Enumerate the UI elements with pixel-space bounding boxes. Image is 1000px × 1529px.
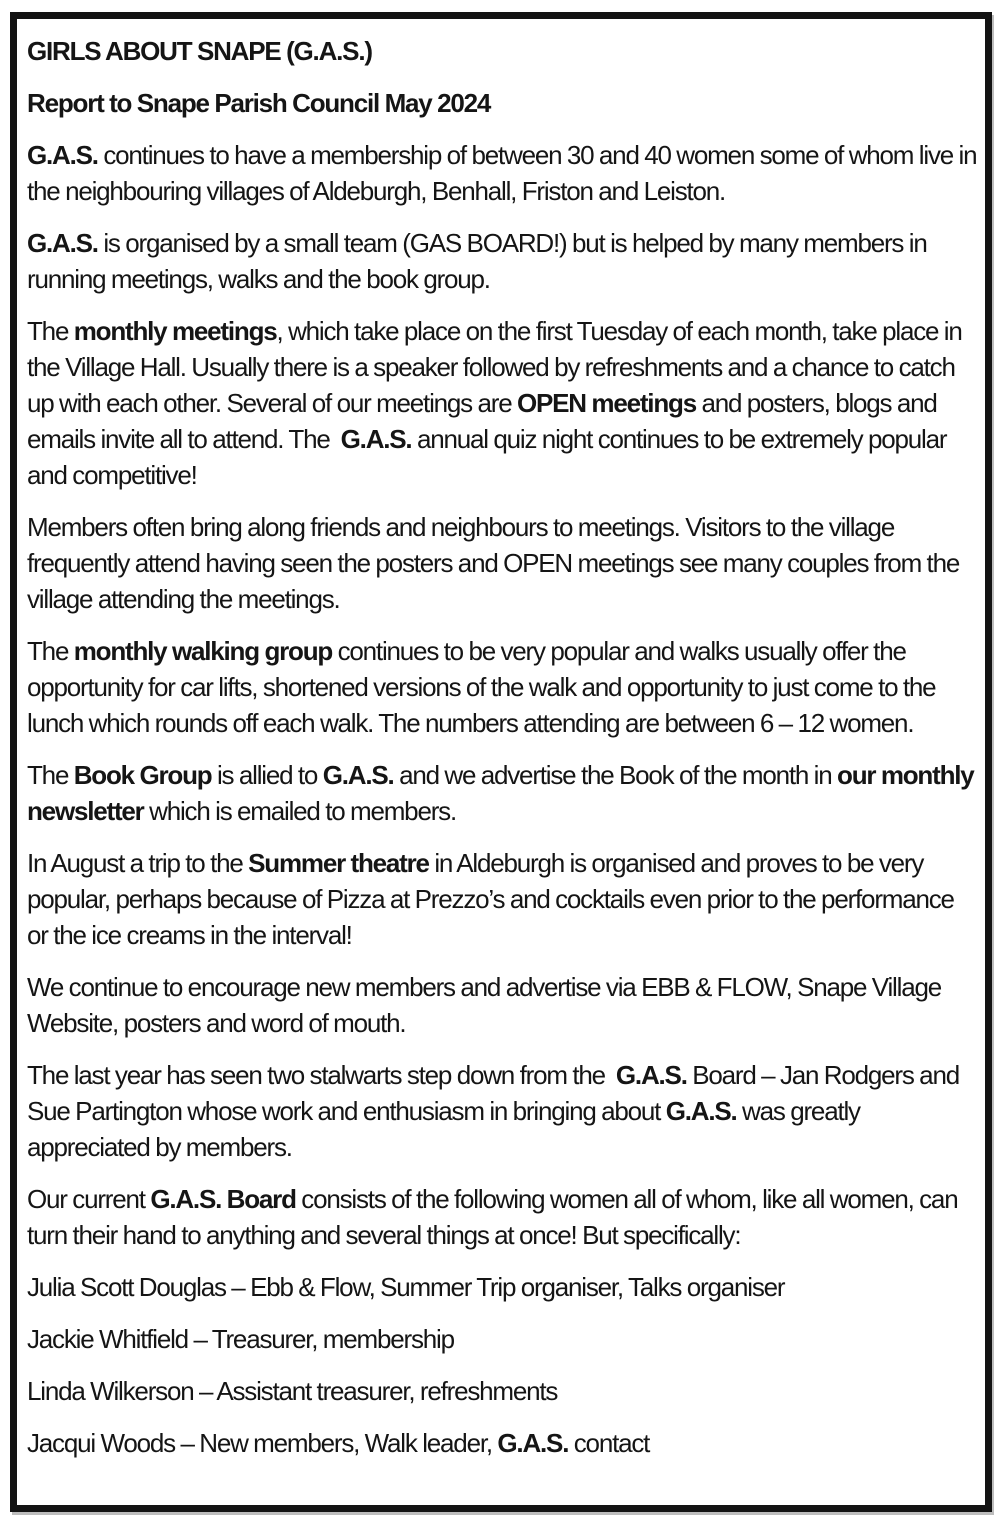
bold-text-run: monthly walking group	[73, 636, 333, 666]
paragraph-book-group	[27, 757, 978, 829]
bold-text-run: GIRLS ABOUT SNAPE (G.A.S.)	[27, 36, 372, 66]
board-member-jacqui	[27, 1425, 978, 1461]
text-run: Board – Jan Rodgers and Sue Partington whose work and enthusiasm in bringing about	[27, 1060, 959, 1126]
report-body	[27, 33, 978, 1461]
text-run: continues to have a membership of between 30 and 40 women some of whom live in the neighbouring villages of Aldeburgh, Benhall, Friston and Leiston.	[27, 140, 977, 206]
bold-text-run: G.A.S.	[27, 140, 98, 170]
bold-text-run: G.A.S. Board	[150, 1184, 296, 1214]
text-run: was greatly appreciated by members.	[27, 1096, 860, 1162]
report-subtitle	[27, 85, 978, 121]
text-run: contact	[568, 1428, 650, 1458]
text-run: and we advertise the Book of the month in	[393, 760, 838, 790]
text-run: , which take place on the first Tuesday of each month, take place in the Village Hall. Usually there is a speaker followed by refreshments and a chance to catch up with each other. Several of our meetings are	[27, 316, 962, 418]
text-run: in Aldeburgh is organised and proves to be very popular, perhaps because of Pizza at Prezzo’s and cocktails even prior to the performance or the ice creams in the interval!	[27, 848, 954, 950]
text-run: consists of the following women all of whom, like all women, can turn their hand to anything and several things at once! But specifically:	[27, 1184, 958, 1250]
paragraph-stalwarts	[27, 1057, 978, 1165]
text-run: Julia Scott Douglas – Ebb & Flow, Summer Trip organiser, Talks organiser	[27, 1272, 785, 1302]
paragraph-organisation	[27, 225, 978, 297]
board-member-linda	[27, 1373, 978, 1409]
bold-text-run: OPEN meetings	[517, 388, 696, 418]
text-run: Linda Wilkerson – Assistant treasurer, refreshments	[27, 1376, 558, 1406]
text-run: is allied to	[211, 760, 323, 790]
text-run: and posters, blogs and emails invite all to attend. The	[27, 388, 937, 454]
paragraph-current-board	[27, 1181, 978, 1253]
bold-text-run: Book Group	[73, 760, 212, 790]
report-page-frame	[10, 12, 992, 1512]
paragraph-visitors	[27, 509, 978, 617]
bold-text-run: G.A.S.	[340, 424, 412, 454]
board-member-julia	[27, 1269, 978, 1305]
bold-text-run: Report to Snape Parish Council May 2024	[27, 88, 491, 118]
text-run: The	[27, 760, 74, 790]
text-run: is organised by a small team (GAS BOARD!) but is helped by many members in running meetings, walks and the book group.	[27, 228, 927, 294]
text-run: We continue to encourage new members and advertise via EBB & FLOW, Snape Village Website, posters and word of mouth.	[27, 972, 941, 1038]
bold-text-run: G.A.S.	[665, 1096, 737, 1126]
text-run: In August a trip to the	[27, 848, 249, 878]
bold-text-run: Summer theatre	[248, 848, 429, 878]
text-run: The	[27, 636, 74, 666]
text-run: annual quiz night continues to be extremely popular and competitive!	[27, 424, 947, 490]
paragraph-monthly-meetings	[27, 313, 978, 493]
report-title	[27, 33, 978, 69]
paragraph-advertising	[27, 969, 978, 1041]
bold-text-run: G.A.S.	[27, 228, 98, 258]
paragraph-summer-theatre	[27, 845, 978, 953]
bold-text-run: our monthly newsletter	[27, 760, 974, 826]
paragraph-membership	[27, 137, 978, 209]
bold-text-run: G.A.S.	[322, 760, 394, 790]
text-run: Jackie Whitfield – Treasurer, membership	[27, 1324, 454, 1354]
text-run: which is emailed to members.	[143, 796, 456, 826]
text-run: The last year has seen two stalwarts step down from the	[27, 1060, 616, 1090]
board-member-jackie	[27, 1321, 978, 1357]
bold-text-run: G.A.S.	[615, 1060, 687, 1090]
bold-text-run: G.A.S.	[497, 1428, 569, 1458]
text-run: The	[27, 316, 74, 346]
text-run: Our current	[27, 1184, 151, 1214]
paragraph-walking-group	[27, 633, 978, 741]
text-run: Jacqui Woods – New members, Walk leader,	[27, 1428, 498, 1458]
bold-text-run: monthly meetings	[73, 316, 277, 346]
text-run: continues to be very popular and walks usually offer the opportunity for car lifts, shortened versions of the walk and opportunity to just come to the lunch which rounds off each walk. The numbers attending are between 6 – 12 women.	[27, 636, 936, 738]
text-run: Members often bring along friends and neighbours to meetings. Visitors to the village frequently attend having seen the posters and OPEN meetings see many couples from the village attending the meetings.	[27, 512, 960, 614]
